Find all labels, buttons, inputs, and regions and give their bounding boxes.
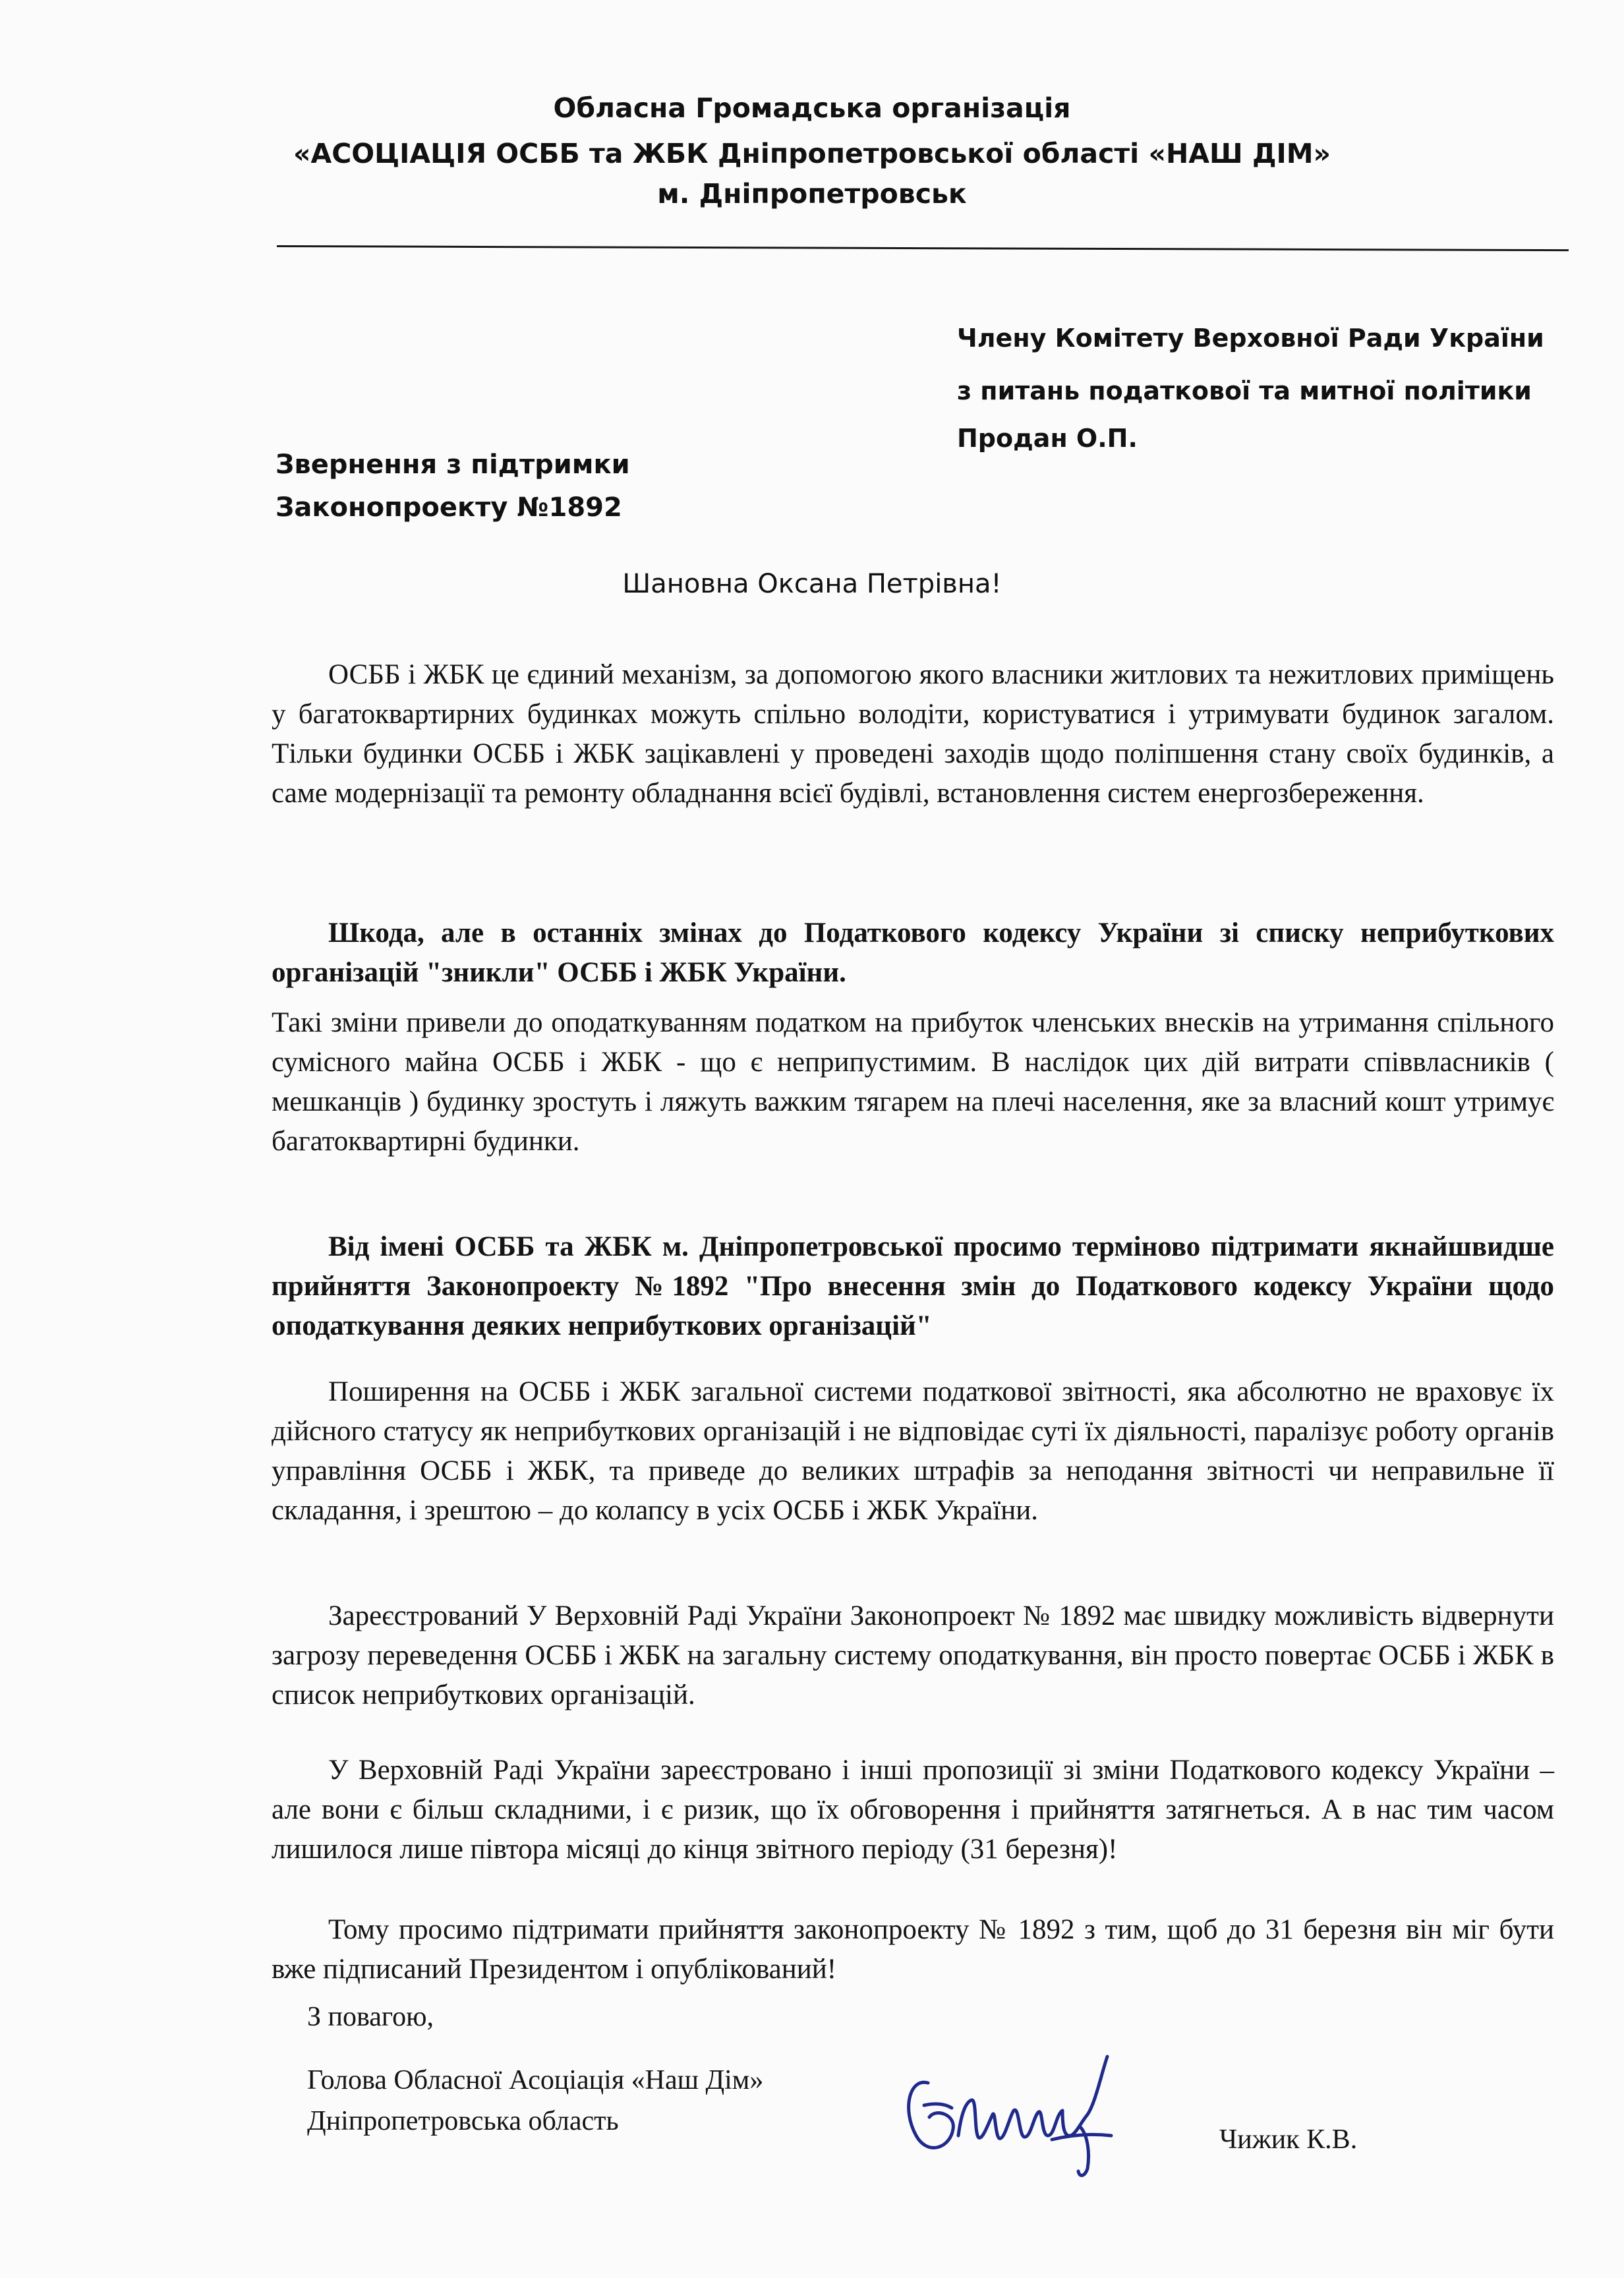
- addressee-line-1: Члену Комітету Верховної Ради України: [957, 324, 1544, 353]
- body-paragraph-2: Шкода, але в останніх змінах до Податкового кодексу України зі списку неприбуткових організацій "зникли" ОСББ і ЖБК України.: [272, 918, 1554, 988]
- addressee-line-2: з питань податкової та митної політики: [957, 376, 1532, 405]
- body-paragraph-4: Від імені ОСББ та ЖБК м. Дніпропетровської просимо терміново підтримати якнайшвидше прийняття Законопроекту №1892 "Про внесення змін до Податкового кодексу України щодо оподаткування деяких неприбуткових організацій": [272, 1231, 1554, 1341]
- body-paragraph-1: ОСББ і ЖБК це єдиний механізм, за допомогою якого власники житлових та нежитлових приміщень у багатоквартирних будинках можуть спільно володіти, користуватися і утримувати будинок загалом. Тільки будинки ОСББ і ЖБК зацікавлені у проведені заходів щодо поліпшення стану своїх будинків, а саме модернізації та ремонту обладнання всієї будівлі, встановлення систем енергозбереження.: [272, 659, 1554, 809]
- subject-line-2: Законопроекту №1892: [276, 492, 622, 523]
- body-paragraph-7: У Верховній Раді України зареєстровано і інші пропозиції зі зміни Податкового кодексу України – але вони є більш складними, і є ризик, що їх обговорення і прийняття затягнеться. А в нас тим часом лишилося лише півтора місяці до кінця звітного періоду (31 березня)!: [272, 1755, 1554, 1865]
- addressee-name: Продан О.П.: [957, 424, 1138, 453]
- closing-regards: З повагою,: [307, 2002, 434, 2032]
- subject-line-1: Звернення з підтримки: [276, 450, 630, 480]
- body-paragraph-5: Поширення на ОСББ і ЖБК загальної системи податкової звітності, яка абсолютно не враховує їх дійсного статусу як неприбуткових організацій і не відповідає суті їх діяльності, паралізує роботу органів управління ОСББ і ЖБК, та приведе до великих штрафів за неподання звітності чи неправильне її складання, і зрештою – до колапсу в усіх ОСББ і ЖБК України.: [272, 1376, 1554, 1526]
- greeting: Шановна Оксана Петрівна!: [622, 569, 1002, 599]
- signatory-name: Чижик К.В.: [1219, 2124, 1358, 2155]
- body-paragraph-3: Такі зміни привели до оподаткуванням податком на прибуток членських внесків на утримання спільного сумісного майна ОСББ і ЖБК - що є неприпустимим. В наслідок цих дій витрати співвласників ( мешканців ) будинку зростуть і ляжуть важким тягарем на плечі населення, яке за власний кошт утримує багатоквартирні будинки.: [272, 1007, 1554, 1157]
- handwritten-signature: [890, 2037, 1127, 2182]
- letterhead-association: «АСОЦІАЦІЯ ОСББ та ЖБК Дніпропетровської області «НАШ ДІМ»: [293, 138, 1331, 169]
- letterhead-organization: Обласна Громадська організація: [553, 92, 1071, 124]
- signatory-title: Голова Обласної Асоціація «Наш Дім»: [307, 2065, 764, 2095]
- body-paragraph-6: Зареєстрований У Верховній Раді України Законопроект № 1892 має швидку можливість відвернути загрозу переведення ОСББ і ЖБК на загальну систему оподаткування, він просто повертає ОСББ і ЖБК в список неприбуткових організацій.: [272, 1600, 1554, 1710]
- letterhead-city: м. Дніпропетровськ: [657, 178, 967, 210]
- letterhead-divider: [277, 245, 1569, 251]
- body-paragraph-8: Тому просимо підтримати прийняття законопроекту № 1892 з тим, щоб до 31 березня він міг бути вже підписаний Президентом і опублікований!: [272, 1914, 1554, 1985]
- signatory-region: Дніпропетровська область: [307, 2106, 619, 2136]
